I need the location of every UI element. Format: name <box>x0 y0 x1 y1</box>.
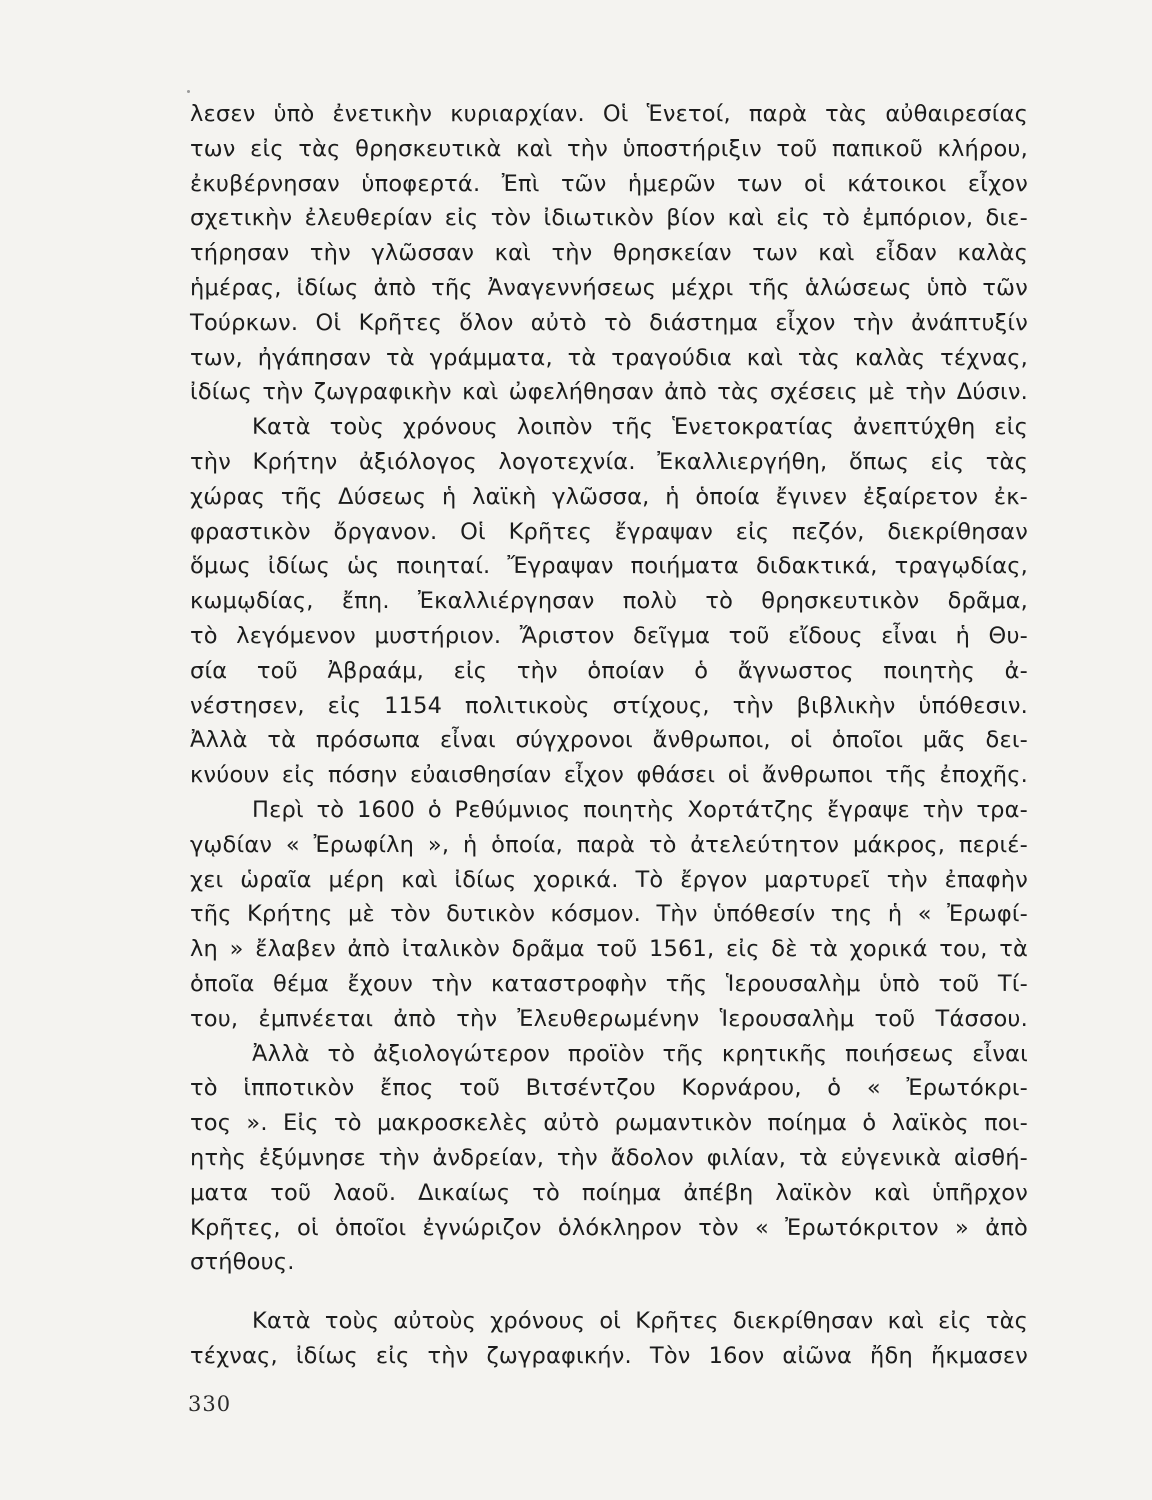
text-line: λη » ἔλαβεν ἀπὸ ἰταλικὸν δρᾶμα τοῦ 1561, εἰς δὲ τὰ χορικά του, τὰ <box>190 936 1028 963</box>
text-line: σία τοῦ Ἀβραάμ, εἰς τὴν ὁποίαν ὁ ἄγνωστος ποιητὴς ἀ- <box>190 657 1028 684</box>
text-line: φραστικὸν ὄργανον. Οἱ Κρῆτες ἔγραψαν εἰς πεζόν, διεκρίθησαν <box>190 518 1028 545</box>
text-line: ὅμως ἰδίως ὡς ποιηταί. Ἔγραψαν ποιήματα διδακτικά, τραγῳδίας, <box>190 553 1028 580</box>
text-line: τος ». Εἰς τὸ μακροσκελὲς αὐτὸ ρωμαντικὸν ποίημα ὁ λαϊκὸς ποι- <box>190 1110 1028 1137</box>
text-line: κωμῳδίας, ἔπη. Ἐκαλλιέργησαν πολὺ τὸ θρησκευτικὸν δρᾶμα, <box>190 588 1028 615</box>
text-line: ἡμέρας, ἰδίως ἀπὸ τῆς Ἀναγεννήσεως μέχρι τῆς ἁλώσεως ὑπὸ τῶν <box>190 274 1028 301</box>
text-line: χει ὡραῖα μέρη καὶ ἰδίως χορικά. Τὸ ἔργον μαρτυρεῖ τὴν ἐπαφὴν <box>190 866 1028 893</box>
paragraph-gap <box>190 1280 1028 1304</box>
text-line: Ἀλλὰ τὸ ἀξιολογώτερον προϊὸν τῆς κρητικῆς ποιήσεως εἶναι <box>252 1040 1028 1067</box>
text-line: νέστησεν, εἰς 1154 πολιτικοὺς στίχους, τὴν βιβλικὴν ὑπόθεσιν. <box>190 692 1028 719</box>
text-line: του, ἐμπνέεται ἀπὸ τὴν Ἐλευθερωμένην Ἱερουσαλὴμ τοῦ Τάσσου. <box>190 1005 1028 1032</box>
text-line: ὁποῖα θέμα ἔχουν τὴν καταστροφὴν τῆς Ἱερουσαλὴμ ὑπὸ τοῦ Τί- <box>190 970 1028 997</box>
text-line: τήρησαν τὴν γλῶσσαν καὶ τὴν θρησκείαν των καὶ εἶδαν καλὰς <box>190 240 1028 267</box>
text-line: των εἰς τὰς θρησκευτικὰ καὶ τὴν ὑποστήριξιν τοῦ παπικοῦ κλήρου, <box>190 135 1028 162</box>
page-number: 330 <box>188 1392 232 1416</box>
text-line: χώρας τῆς Δύσεως ἡ λαϊκὴ γλῶσσα, ἡ ὁποία ἔγινεν ἐξαίρετον ἐκ- <box>190 483 1028 510</box>
text-line: ἰδίως τὴν ζωγραφικὴν καὶ ὠφελήθησαν ἀπὸ τὰς σχέσεις μὲ τὴν Δύσιν. <box>190 379 1028 406</box>
text-line: τὸ ἱπποτικὸν ἔπος τοῦ Βιτσέντζου Κορνάρου, ὁ « Ἐρωτόκρι- <box>190 1075 1028 1102</box>
text-line: των, ἠγάπησαν τὰ γράμματα, τὰ τραγούδια καὶ τὰς καλὰς τέχνας, <box>190 344 1028 371</box>
text-line: τέχνας, ἰδίως εἰς τὴν ζωγραφικήν. Τὸν 16ον αἰῶνα ἤδη ἤκμασεν <box>190 1342 1028 1369</box>
text-line: στήθους. <box>190 1249 295 1276</box>
body-text <box>190 97 1028 1374</box>
text-line: γῳδίαν « Ἐρωφίλη », ἡ ὁποία, παρὰ τὸ ἀτελεύτητον μάκρος, περιέ- <box>190 831 1028 858</box>
text-line: ητὴς ἐξύμνησε τὴν ἀνδρείαν, τὴν ἄδολον φιλίαν, τὰ εὐγενικὰ αἰσθή- <box>190 1144 1028 1171</box>
text-line: Περὶ τὸ 1600 ὁ Ρεθύμνιος ποιητὴς Χορτάτζης ἔγραψε τὴν τρα- <box>252 796 1028 823</box>
text-line: κνύουν εἰς πόσην εὐαισθησίαν εἶχον φθάσει οἱ ἄνθρωποι τῆς ἐποχῆς. <box>190 762 1028 789</box>
text-line: ματα τοῦ λαοῦ. Δικαίως τὸ ποίημα ἀπέβη λαϊκὸν καὶ ὑπῆρχον <box>190 1179 1028 1206</box>
text-line: τὸ λεγόμενον μυστήριον. Ἄριστον δεῖγμα τοῦ εἴδους εἶναι ἡ Θυ- <box>190 622 1028 649</box>
text-line: Κατὰ τοὺς αὐτοὺς χρόνους οἱ Κρῆτες διεκρίθησαν καὶ εἰς τὰς <box>252 1308 1028 1335</box>
text-line: σχετικὴν ἐλευθερίαν εἰς τὸν ἰδιωτικὸν βίον καὶ εἰς τὸ ἐμπόριον, διε- <box>190 205 1028 232</box>
text-line: ἐκυβέρνησαν ὑποφερτά. Ἐπὶ τῶν ἡμερῶν των οἱ κάτοικοι εἶχον <box>190 170 1028 197</box>
paper-speck <box>187 90 190 93</box>
text-line: Κατὰ τοὺς χρόνους λοιπὸν τῆς Ἑνετοκρατίας ἀνεπτύχθη εἰς <box>252 414 1028 441</box>
text-line: τῆς Κρήτης μὲ τὸν δυτικὸν κόσμον. Τὴν ὑπόθεσίν της ἡ « Ἐρωφί- <box>190 901 1028 928</box>
text-line: Κρῆτες, οἱ ὁποῖοι ἐγνώριζον ὁλόκληρον τὸν « Ἐρωτόκριτον » ἀπὸ <box>190 1214 1028 1241</box>
text-line: Τούρκων. Οἱ Κρῆτες ὅλον αὐτὸ τὸ διάστημα εἶχον τὴν ἀνάπτυξίν <box>190 309 1028 336</box>
text-line: Ἀλλὰ τὰ πρόσωπα εἶναι σύγχρονοι ἄνθρωποι, οἱ ὁποῖοι μᾶς δει- <box>190 727 1028 754</box>
text-line: τὴν Κρήτην ἀξιόλογος λογοτεχνία. Ἐκαλλιεργήθη, ὅπως εἰς τὰς <box>190 448 1028 475</box>
text-line: λεσεν ὑπὸ ἐνετικὴν κυριαρχίαν. Οἱ Ἑνετοί, παρὰ τὰς αὐθαιρεσίας <box>190 101 1028 127</box>
